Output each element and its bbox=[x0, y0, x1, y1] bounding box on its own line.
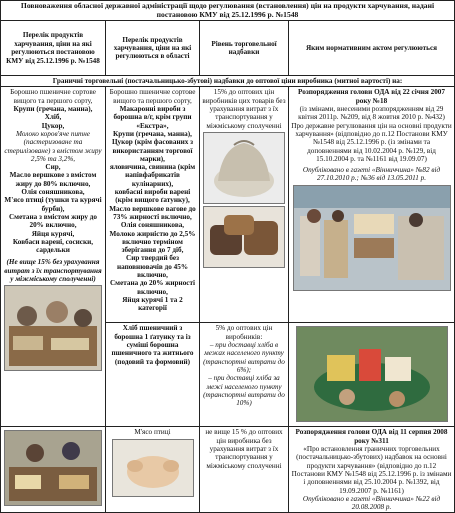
poultry-photo bbox=[112, 439, 194, 497]
col2-item: Макаронні вироби з борошна в/г, крім групи «Екстра», bbox=[113, 105, 192, 130]
row3-col2 bbox=[106, 427, 200, 513]
col1-item: М'ясо птиці (тушки та курячі бурби), bbox=[4, 196, 102, 213]
col2-item: Сир твердий без наповнювачів до 45% включно, bbox=[116, 254, 189, 280]
order2-body: «Про встановлення граничних торговельних (постачальницько-збутових) надбавок на основні продукти харчування» (відповідно до п.12 Постанови КМУ №1548 від 25.12.1996 р. із змінами і доповненнями від 25.10.2004 р. №1392, від 19.09.2007 р. №1161) bbox=[291, 445, 452, 495]
col1-item: Яйця курячі, bbox=[31, 229, 75, 238]
flour-sack-photo bbox=[203, 132, 285, 204]
order1-extra: Про державне регулювання цін на основні продукти харчування» (відповідно до п.12 Постанови КМУ №1548 від 25.12.1996 р. (із змінами та доповненнями від 10.02.2004 р. №129, від 15.10.2004 р. та №1161 від 19.09.07) bbox=[291, 121, 452, 163]
row3-col4 bbox=[289, 427, 455, 513]
bread-photo bbox=[203, 206, 285, 268]
row2-col3 bbox=[200, 323, 289, 427]
col3-text: 15% до оптових цін виробників цих товарів без урахування витрат з їх транспортування у міжміському сполученні bbox=[202, 88, 286, 130]
col1-item: Борошно пшеничне сортове вищого та першого сорту, bbox=[10, 88, 96, 105]
order1-published: Опубліковано в газеті «Вінниччина» №82 від 27.10.2010 р.; №36 від 13.05.2011 р. bbox=[302, 166, 441, 183]
col3-bread-line: – при доставці хліба за межі населеного пункту (транспортні витрати до 10%) bbox=[203, 374, 285, 408]
row2-col4 bbox=[289, 323, 455, 427]
col3-bread-line: – при доставці хліба в межах населеного пункту (транспортні витрати до 6%); bbox=[203, 341, 285, 374]
order2-title: Розпорядження голови ОДА від 11 серпня 2008 року №311 bbox=[295, 428, 448, 445]
header-col3: Рівень торговельної надбавки bbox=[200, 21, 289, 76]
header-col2: Перелік продуктів харчування, ціни на які регулюються в області bbox=[106, 21, 200, 76]
row1-col1 bbox=[1, 87, 106, 427]
col3-bread-line: 5% до оптових цін виробників: bbox=[215, 324, 273, 341]
col2-item: ковбасні вироби варені (крім вищого ґатунку), bbox=[114, 188, 191, 205]
header-col1: Перелік продуктів харчування, ціни на які регулюються постановою КМУ від 25.12.1996 р. №1548 bbox=[1, 21, 106, 76]
col1-item: Олія соняшникова, bbox=[21, 188, 85, 197]
col1-item: Крупи (гречана, манна), bbox=[13, 105, 93, 114]
col1-item: Масло вершкове з вмістом жиру до 80% включно, bbox=[9, 171, 97, 188]
row3-col3: не вище 15 % до оптових цін виробника без урахування витрат з їх транспортування у міжміському сполученні bbox=[200, 427, 289, 513]
col2-item: Яйця курячі 1 та 2 категорії bbox=[122, 295, 183, 313]
col2-item: яловичина, свинина (крім напівфабрикатів кулінарних), bbox=[109, 163, 196, 188]
col2-item: Борошно пшеничне сортове вищого та першого сорту, bbox=[109, 88, 196, 105]
col2-item: Масло вершкове вагове до 73% жирності включно, bbox=[109, 204, 196, 221]
order1-title: Розпорядження голови ОДА від 22 січня 2007 року №18 bbox=[298, 88, 445, 105]
row1-col2 bbox=[106, 87, 200, 323]
row3-col1 bbox=[1, 427, 106, 513]
col1-item: Сметана з вмістом жиру до 20% включно, bbox=[8, 212, 97, 230]
col2-item: Олія соняшникова, bbox=[120, 221, 185, 230]
col1-item: Ковбаси варені, сосиски, сардельки bbox=[12, 237, 94, 255]
grocery-basket-photo bbox=[296, 326, 448, 422]
table-title: Повноваження обласної державної адміністрації щодо регулювання (встановлення) цін на продукти харчування, наданi постановою КМУ від 25.12.1996 р. №1548 bbox=[1, 1, 455, 21]
market-photo bbox=[4, 285, 102, 371]
col1-item: Цукор, bbox=[41, 121, 65, 130]
col2-item: Сметана до 20% жирності включно, bbox=[109, 279, 196, 296]
header-col4: Яким нормативним актом регулюються bbox=[289, 21, 455, 76]
row1-col3 bbox=[200, 87, 289, 323]
band-row: Граничні торговельні (постачальницько-збутові) надбавки до оптової ціни виробника (митної вартості) на: bbox=[1, 76, 455, 87]
poultry-label: М'ясо птиці bbox=[134, 428, 171, 437]
row1-col4 bbox=[289, 87, 455, 323]
col1-item: Молоко коров'яче питне (пастеризоване та стерилізоване) з вмістом жиру 2,5% та 3,2%, bbox=[4, 129, 102, 163]
order1-body: (із змінами, внесеними розпорядженням від 29 квітня 2011р. №209, від 8 жовтня 2010 р. №432) bbox=[298, 105, 445, 122]
col1-item: Сир, bbox=[45, 163, 61, 172]
col2-item: Молоко жирністю до 2,5% включно терміном зберігання до 7 діб, bbox=[109, 229, 196, 255]
col1-product-list bbox=[3, 88, 103, 254]
col1-item: Хліб, bbox=[44, 113, 62, 122]
order2-published: Опубліковано в газеті «Вінниччина» №22 від 20.08.2008 р. bbox=[302, 494, 441, 512]
supermarket-photo bbox=[293, 185, 451, 291]
vendor-photo bbox=[4, 430, 102, 506]
col2-item: Цукор (крім фасованих з використанням торгової марки), bbox=[111, 138, 194, 163]
col2-item: Крупи (гречана, манна), bbox=[113, 129, 192, 138]
row2-col2: Хліб пшеничний з борошна 1 ґатунку та із сумішi борошна пшеничного та житнього (подовий та формовий) bbox=[106, 323, 200, 427]
col1-note: (Не вище 15% без урахування витрат з їх транспортування у міжміському сполученні) bbox=[4, 258, 102, 284]
